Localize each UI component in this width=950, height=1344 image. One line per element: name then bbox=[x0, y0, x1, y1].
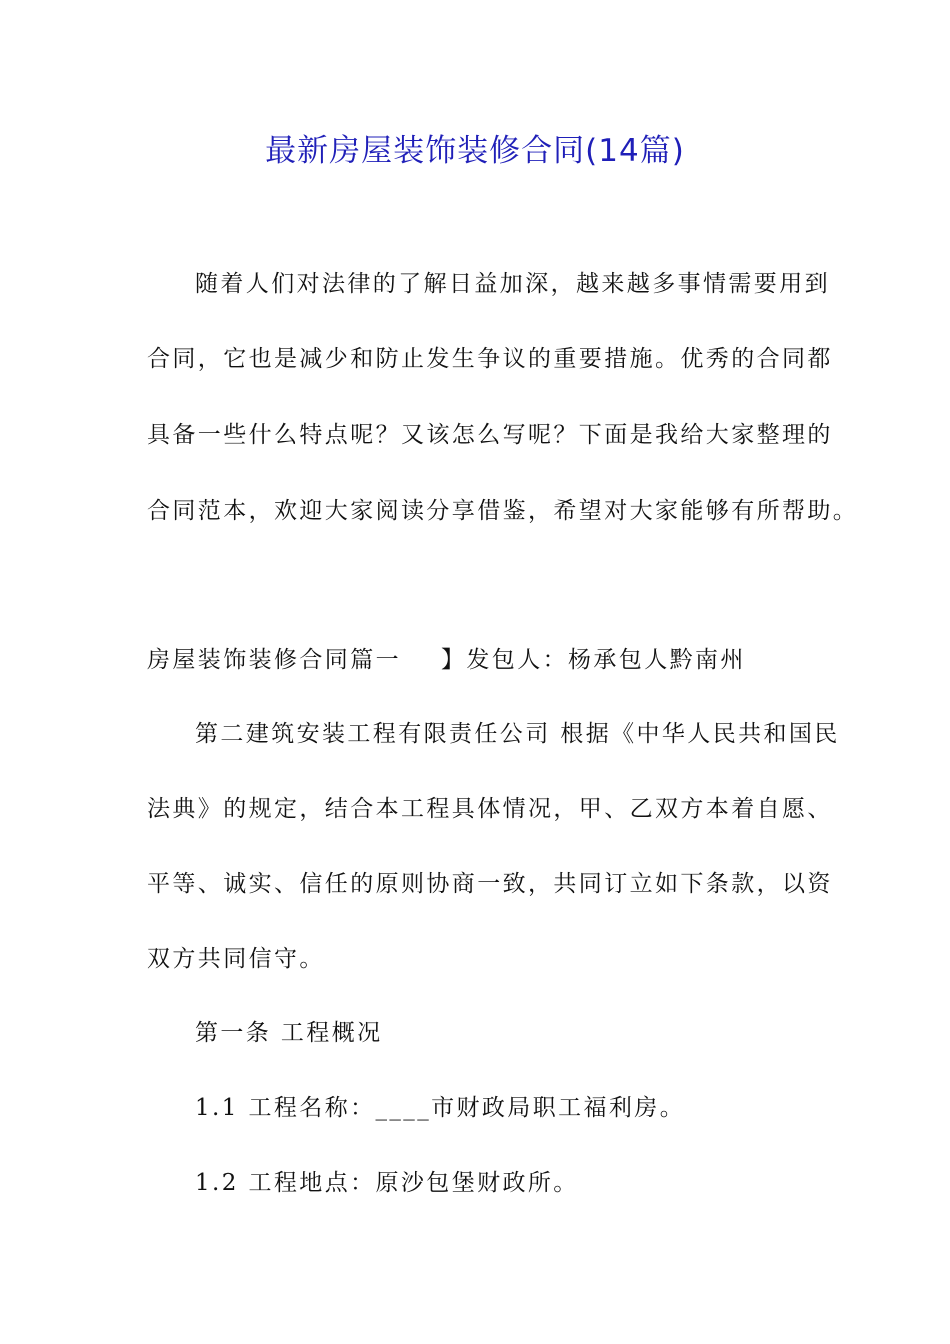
intro-line: 合同范本，欢迎大家阅读分享借鉴，希望对大家能够有所帮助。 bbox=[147, 498, 859, 524]
body-line: 第二建筑安装工程有限责任公司 根据《中华人民共和国民 bbox=[195, 721, 840, 747]
intro-line: 具备一些什么特点呢？又该怎么写呢？下面是我给大家整理的 bbox=[147, 422, 833, 448]
section-heading-tail: 】发包人：杨承包人黔南州 bbox=[441, 647, 746, 673]
intro-line: 随着人们对法律的了解日益加深，越来越多事情需要用到 bbox=[195, 271, 830, 297]
intro-line: 合同，它也是减少和防止发生争议的重要措施。优秀的合同都 bbox=[147, 346, 833, 372]
body-line: 法典》的规定，结合本工程具体情况，甲、乙双方本着自愿、 bbox=[147, 796, 833, 822]
body-line: 平等、诚实、信任的原则协商一致，共同订立如下条款，以资 bbox=[147, 871, 833, 897]
clause-item: 1.1 工程名称：____市财政局职工福利房。 bbox=[195, 1095, 686, 1121]
body-line: 双方共同信守。 bbox=[147, 946, 325, 972]
article-heading: 第一条 工程概况 bbox=[195, 1020, 383, 1046]
section-heading-line bbox=[147, 645, 746, 675]
page-title: 最新房屋装饰装修合同(14篇) bbox=[265, 133, 685, 169]
clause-item: 1.2 工程地点：原沙包堡财政所。 bbox=[195, 1170, 579, 1196]
section-heading: 房屋装饰装修合同篇一 bbox=[147, 647, 401, 673]
